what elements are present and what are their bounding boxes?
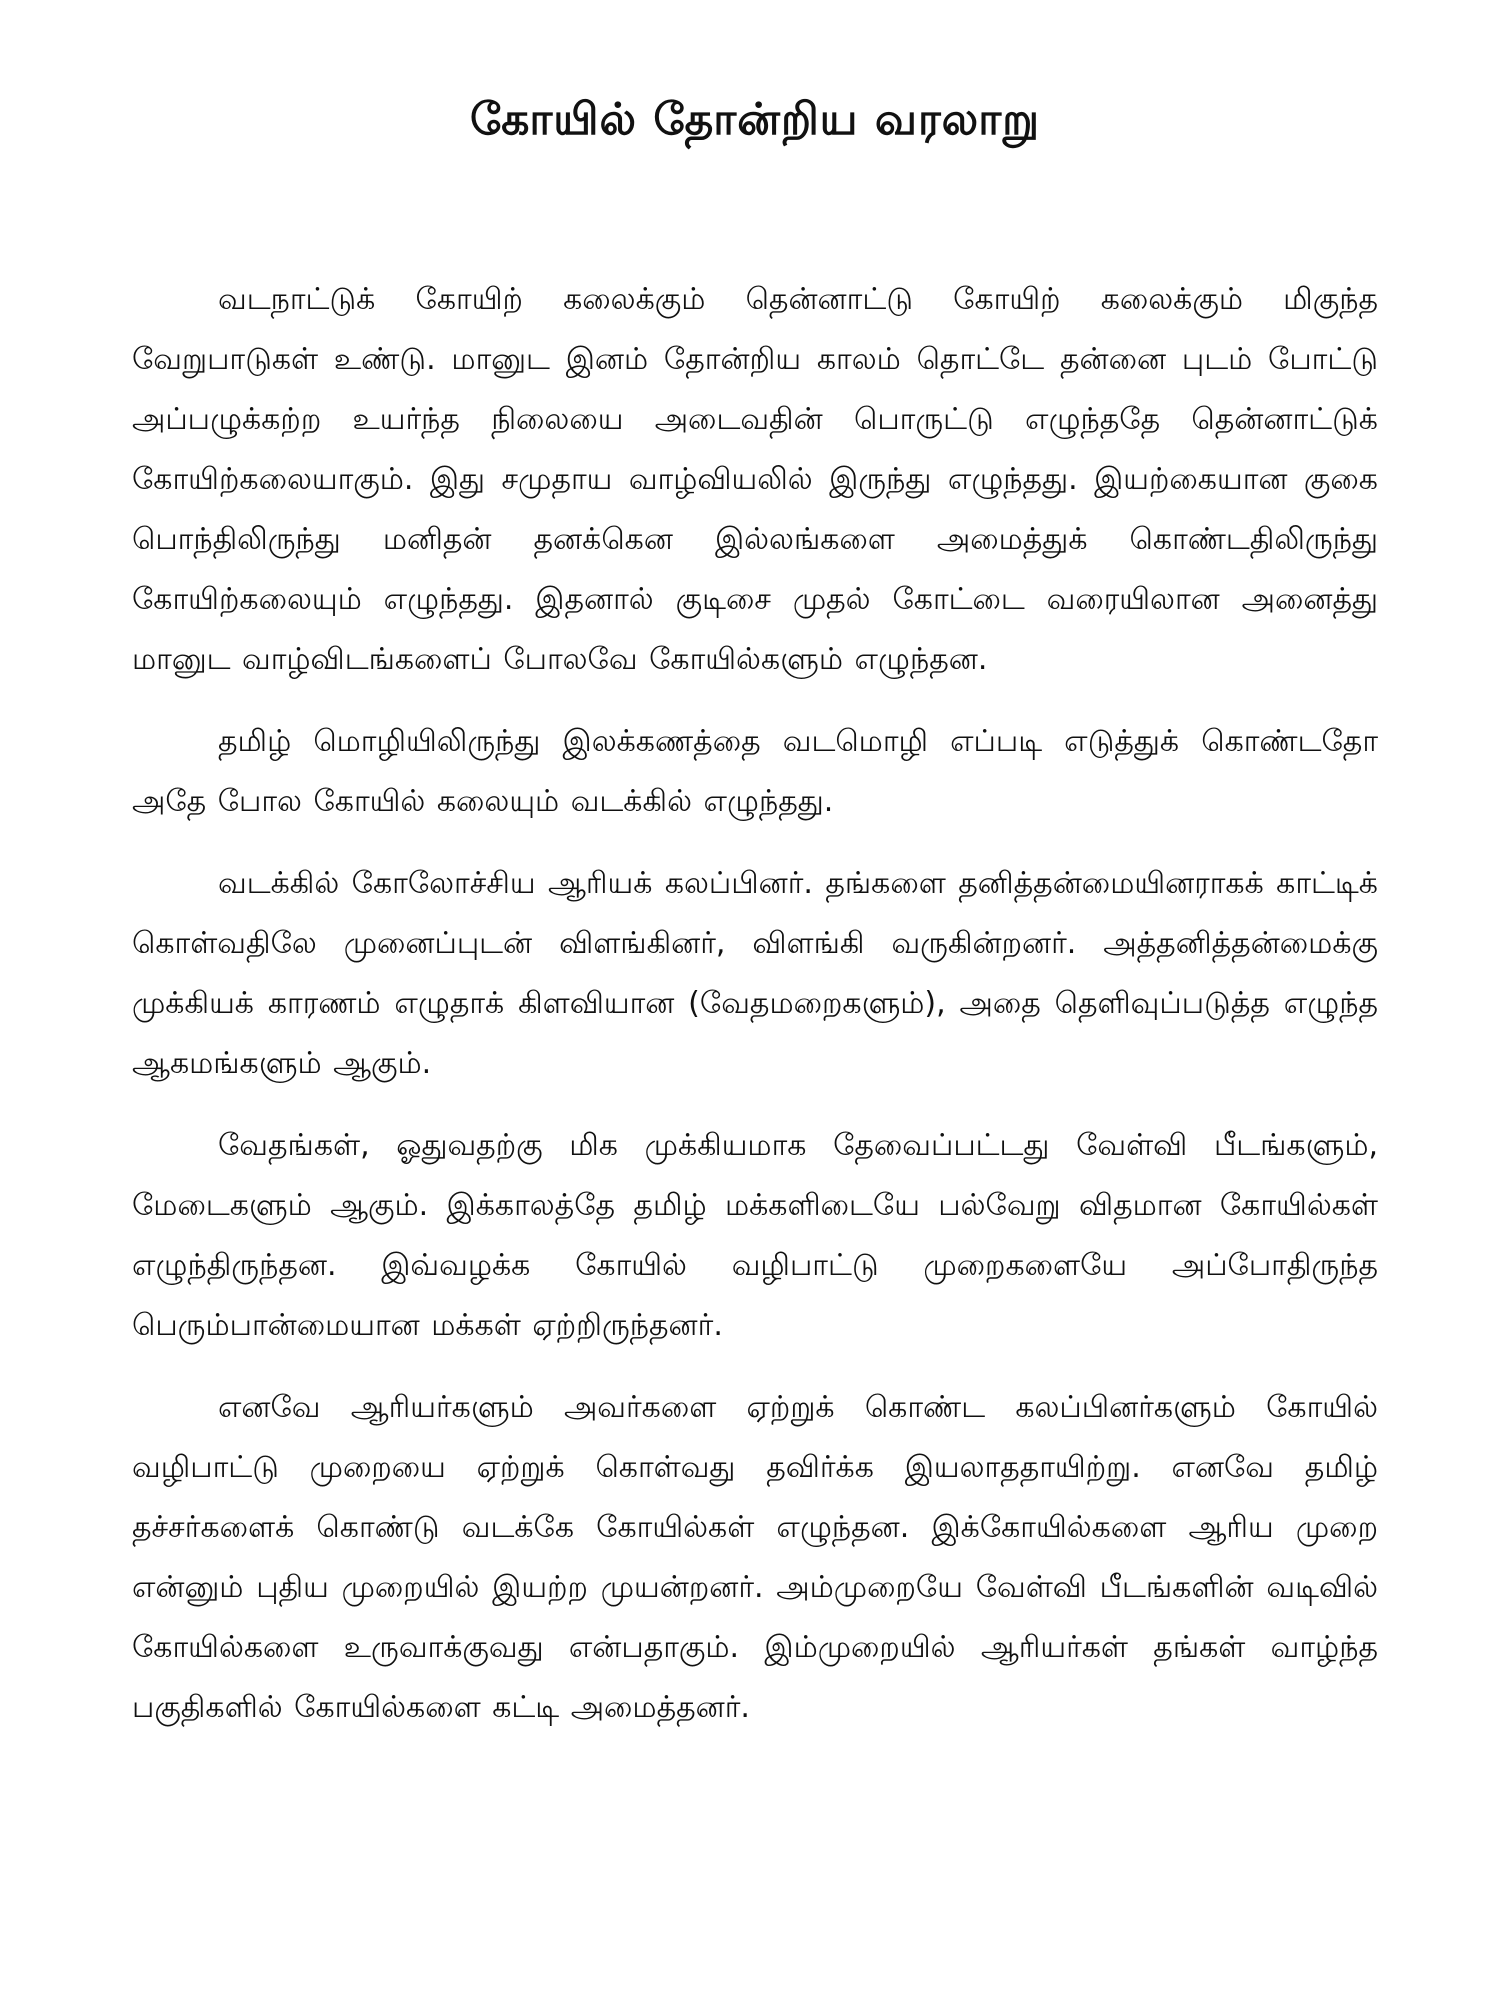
article-body — [132, 270, 1378, 1738]
paragraph-1: வடநாட்டுக் கோயிற் கலைக்கும் தென்னாட்டு கோயிற் கலைக்கும் மிகுந்த வேறுபாடுகள் உண்டு. மானுட இனம் தோன்றிய காலம் தொட்டே தன்னை புடம் போட்டு அப்பழுக்கற்ற உயர்ந்த நிலையை அடைவதின் பொருட்டு எழுந்ததே தென்னாட்டுக் கோயிற்கலையாகும். இது சமுதாய வாழ்வியலில் இருந்து எழுந்தது. இயற்கையான குகை பொந்திலிருந்து மனிதன் தனக்கென இல்லங்களை அமைத்துக் கொண்டதிலிருந்து கோயிற்கலையும் எழுந்தது. இதனால் குடிசை முதல் கோட்டை வரையிலான அனைத்து மானுட வாழ்விடங்களைப் போலவே கோயில்களும் எழுந்தன. — [132, 282, 1378, 677]
page-title: கோயில் தோன்றிய வரலாறு — [470, 94, 1040, 145]
paragraph-5: எனவே ஆரியர்களும் அவர்களை ஏற்றுக் கொண்ட கலப்பினர்களும் கோயில் வழிபாட்டு முறையை ஏற்றுக் கொள்வது தவிர்க்க இயலாததாயிற்று. எனவே தமிழ் தச்சர்களைக் கொண்டு வடக்கே கோயில்கள் எழுந்தன. இக்கோயில்களை ஆரிய முறை என்னும் புதிய முறையில் இயற்ற முயன்றனர். அம்முறையே வேள்வி பீடங்களின் வடிவில் கோயில்களை உருவாக்குவது என்பதாகும். இம்முறையில் ஆரியர்கள் தங்கள் வாழ்ந்த பகுதிகளில் கோயில்களை கட்டி அமைத்தனர். — [132, 1390, 1378, 1725]
paragraph-4: வேதங்கள், ஓதுவதற்கு மிக முக்கியமாக தேவைப்பட்டது வேள்வி பீடங்களும், மேடைகளும் ஆகும். இக்காலத்தே தமிழ் மக்களிடையே பல்வேறு விதமான கோயில்கள் எழுந்திருந்தன. இவ்வழக்க கோயில் வழிபாட்டு முறைகளையே அப்போதிருந்த பெரும்பான்மையான மக்கள் ஏற்றிருந்தனர். — [132, 1128, 1378, 1343]
paragraph-3: வடக்கில் கோலோச்சிய ஆரியக் கலப்பினர். தங்களை தனித்தன்மையினராகக் காட்டிக் கொள்வதிலே முனைப்புடன் விளங்கினர், விளங்கி வருகின்றனர். அத்தனித்தன்மைக்கு முக்கியக் காரணம் எழுதாக் கிளவியான (வேதமறைகளும்), அதை தெளிவுப்படுத்த எழுந்த ஆகமங்களும் ஆகும். — [132, 866, 1378, 1081]
paragraph-2: தமிழ் மொழியிலிருந்து இலக்கணத்தை வடமொழி எப்படி எடுத்துக் கொண்டதோ அதே போல கோயில் கலையும் வடக்கில் எழுந்தது. — [132, 724, 1378, 819]
